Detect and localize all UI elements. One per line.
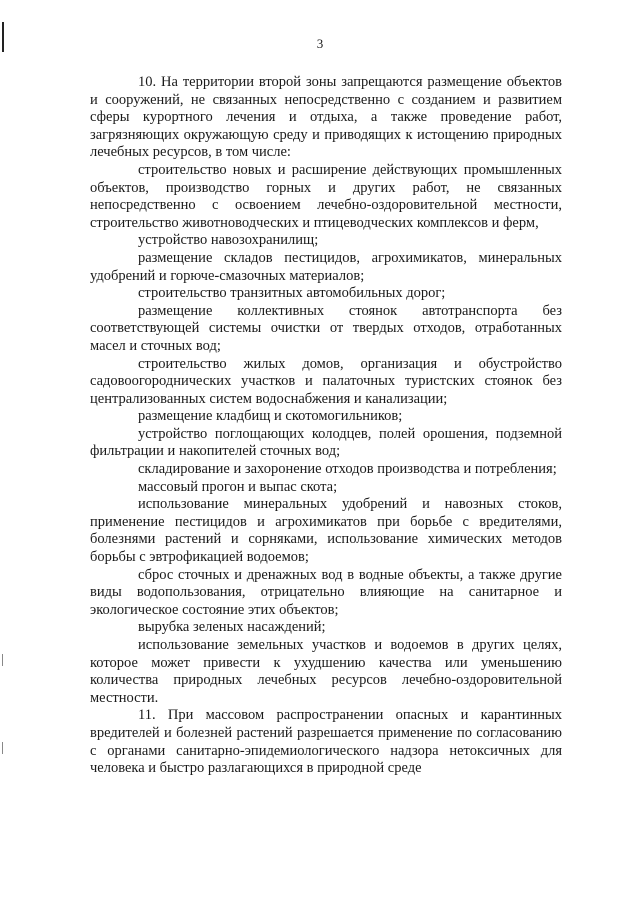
paragraph: устройство поглощающих колодцев, полей орошения, подземной фильтрации и накопителей сточных вод; bbox=[90, 425, 562, 460]
paragraph: строительство новых и расширение действующих промышленных объектов, производство горных и других работ, не связанных непосредственно с освоением лечебно-оздоровительной местности, строительство животноводческих и птицеводческих комплексов и ферм, bbox=[90, 161, 562, 231]
paragraph: массовый прогон и выпас скота; bbox=[138, 478, 338, 495]
paragraph: 10. На территории второй зоны запрещаются размещение объектов и сооружений, не связанных непосредственно с созданием и развитием сферы курортного лечения и отдыха, а также проведение работ, загрязняющих окружающую среду и приводящих к истощению природных лечебных ресурсов, в том числе: bbox=[90, 74, 562, 161]
paragraph: вырубка зеленых насаждений; bbox=[138, 619, 326, 636]
paragraph: строительство транзитных автомобильных дорог; bbox=[138, 285, 446, 302]
document-body bbox=[90, 74, 562, 778]
binding-mark bbox=[2, 654, 3, 666]
paragraph: использование минеральных удобрений и навозных стоков, применение пестицидов и агрохимикатов при борьбе с вредителями, болезнями растений и сорняками, использование химических методов борьбы с эвтрофикацией водоемов; bbox=[90, 496, 562, 566]
paragraph: 11. При массовом распространении опасных и карантинных вредителей и болезней растений разрешается применение по согласованию с органами санитарно-эпидемиологического надзора нетоксичных для человека и быстро разлагающихся в природной среде bbox=[90, 707, 562, 777]
page-number: 3 bbox=[316, 36, 324, 51]
binding-mark bbox=[2, 742, 3, 754]
paragraph: использование земельных участков и водоемов в других целях, которое может привести к ухудшению качества или уменьшению количества природных лечебных ресурсов лечебно-оздоровительной местности. bbox=[90, 637, 562, 706]
paragraph: строительство жилых домов, организация и обустройство садовоогороднических участков и палаточных туристских стоянок без централизованных систем водоснабжения и канализации; bbox=[90, 355, 562, 407]
paragraph: размещение складов пестицидов, агрохимикатов, минеральных удобрений и горюче-смазочных материалов; bbox=[90, 249, 562, 284]
paragraph: размещение коллективных стоянок автотранспорта без соответствующей системы очистки от твердых отходов, отработанных масел и сточных вод; bbox=[90, 302, 562, 354]
paragraph: размещение кладбищ и скотомогильников; bbox=[138, 408, 403, 425]
paragraph: устройство навозохранилищ; bbox=[138, 232, 319, 249]
paragraph: сброс сточных и дренажных вод в водные объекты, а также другие виды водопользования, отрицательно влияющие на санитарное и экологическое состояние этих объектов; bbox=[90, 566, 562, 618]
paragraph: складирование и захоронение отходов производства и потребления; bbox=[138, 461, 557, 478]
